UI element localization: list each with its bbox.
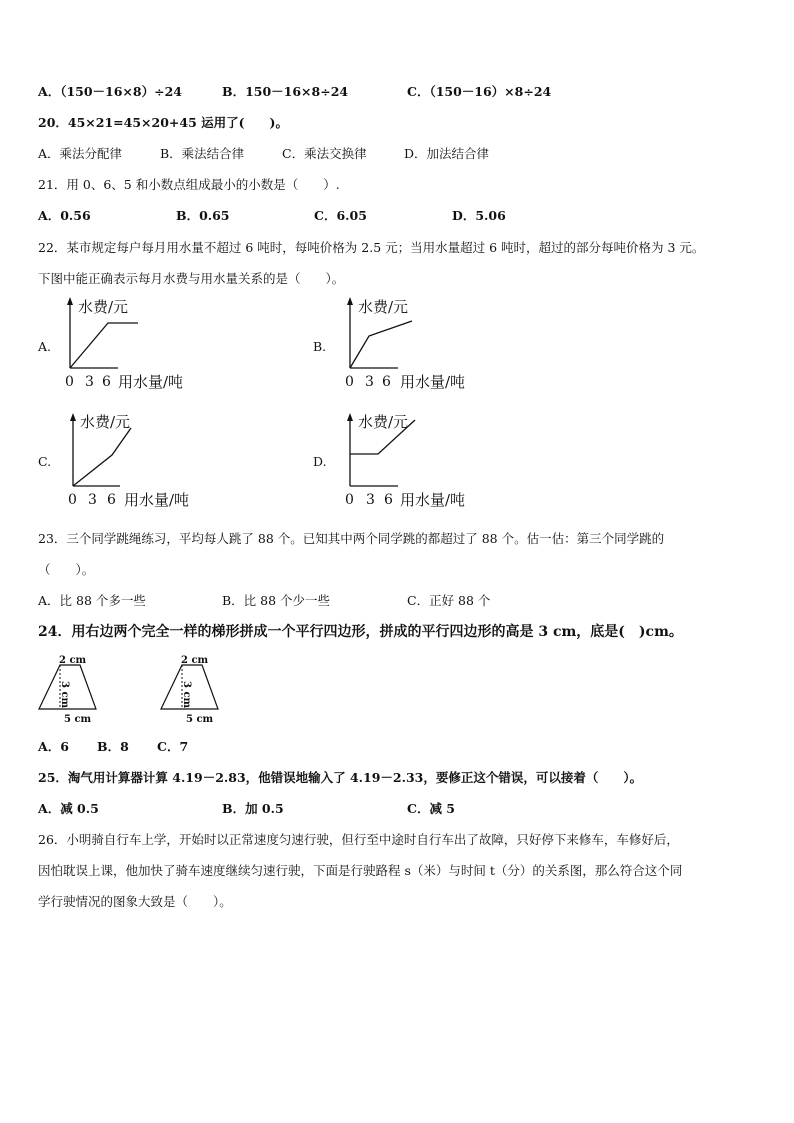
tick-3: 3	[365, 374, 374, 390]
height-label: 3 cm	[59, 681, 70, 709]
q20-option-d: D．加法结合律	[404, 146, 490, 161]
graph-line	[350, 321, 412, 368]
q22-graph-c	[58, 408, 218, 508]
q20-option-a: A．乘法分配律	[38, 146, 123, 161]
graph-line	[73, 428, 131, 486]
q25-option-b: B．加 0.5	[222, 801, 284, 816]
tick-0: 0	[65, 374, 74, 390]
q22-graph-d-letter: D.	[313, 454, 327, 469]
tick-3: 3	[366, 492, 375, 508]
top-base-label: 2 cm	[59, 655, 87, 666]
q23-stem-line2: （ ）。	[38, 562, 95, 577]
q22-graph-c-letter: C.	[38, 454, 52, 469]
tick-6: 6	[102, 374, 111, 390]
tick-6: 6	[382, 374, 391, 390]
q24-option-c: C．7	[157, 739, 189, 754]
q26-line3: 学行驶情况的图象大致是（ ）。	[38, 894, 232, 909]
x-axis-label: 用水量/吨	[400, 491, 466, 508]
q22-graph-a	[58, 292, 208, 392]
q25-stem: 25．淘气用计算器计算 4.19－2.83，他错误地输入了 4.19－2.33，要修正这个错误，可以接着（ ）。	[38, 770, 643, 785]
y-axis-label: 水费/元	[358, 298, 409, 316]
q24-option-b: B．8	[97, 739, 129, 754]
q23-option-c: C．正好 88 个	[407, 593, 491, 608]
q22-stem-line2: 下图中能正确表示每月水费与用水量关系的是（ ）。	[38, 271, 345, 286]
q21-option-c: C．6.05	[314, 208, 367, 223]
tick-0: 0	[345, 374, 354, 390]
q23-option-b: B．比 88 个少一些	[222, 593, 331, 608]
q19-option-c: C．（150－16）×8÷24	[407, 84, 552, 99]
q22-graph-a-letter: A.	[38, 339, 52, 354]
q26-line2: 因怕耽误上课，他加快了骑车速度继续匀速行驶，下面是行驶路程 s（米）与时间 t（分）的关系图，那么符合这个同	[38, 863, 683, 878]
tick-3: 3	[88, 492, 97, 508]
tick-6: 6	[384, 492, 393, 508]
q25-option-c: C．减 5	[407, 801, 455, 816]
q21-option-b: B．0.65	[176, 208, 230, 223]
q20-option-c: C．乘法交换律	[282, 146, 367, 161]
q24-stem: 24．用右边两个完全一样的梯形拼成一个平行四边形，拼成的平行四边形的高是 3 cm，底是( )cm。	[38, 624, 683, 640]
q23-option-a: A．比 88 个多一些	[38, 593, 146, 608]
q22-graph-d	[338, 408, 498, 508]
q20-option-b: B．乘法结合律	[160, 146, 245, 161]
tick-6: 6	[107, 492, 116, 508]
q21-option-d: D．5.06	[452, 208, 506, 223]
q26-line1: 26．小明骑自行车上学，开始时以正常速度匀速行驶，但行至中途时自行车出了故障，只好停下来修车，车修好后，	[38, 832, 679, 847]
q24-trapezoid-right	[158, 652, 238, 726]
x-axis-label: 用水量/吨	[118, 373, 184, 391]
y-axis-arrow	[70, 413, 76, 421]
height-label: 3 cm	[181, 681, 192, 709]
q23-stem-line1: 23．三个同学跳绳练习，平均每人跳了 88 个。已知其中两个同学跳的都超过了 88 个。估一估：第三个同学跳的	[38, 531, 665, 546]
q21-option-a: A．0.56	[38, 208, 91, 223]
y-axis-arrow	[347, 297, 353, 305]
q20-stem: 20．45×21=45×20+45 运用了( )。	[38, 115, 288, 130]
y-axis-label: 水费/元	[78, 298, 129, 316]
graph-line	[70, 323, 138, 368]
bottom-base-label: 5 cm	[64, 714, 92, 725]
y-axis-arrow	[67, 297, 73, 305]
tick-3: 3	[85, 374, 94, 390]
q22-graph-b-letter: B.	[313, 339, 327, 354]
q22-stem-line1: 22．某市规定每户每月用水量不超过 6 吨时，每吨价格为 2.5 元；当用水量超过 6 吨时，超过的部分每吨价格为 3 元。	[38, 240, 705, 255]
tick-0: 0	[68, 492, 77, 508]
q24-option-a: A．6	[38, 739, 69, 754]
x-axis-label: 用水量/吨	[124, 491, 190, 508]
tick-0: 0	[345, 492, 354, 508]
top-base-label: 2 cm	[181, 655, 209, 666]
q19-option-b: B．150－16×8÷24	[222, 84, 349, 99]
q25-option-a: A．减 0.5	[38, 801, 99, 816]
q21-stem: 21．用 0、6、5 和小数点组成最小的小数是（ ）.	[38, 177, 340, 192]
y-axis-label: 水费/元	[80, 413, 131, 431]
y-axis-arrow	[347, 413, 353, 421]
x-axis-label: 用水量/吨	[400, 373, 466, 391]
q24-trapezoid-left	[36, 652, 116, 726]
q19-option-a: A．（150－16×8）÷24	[38, 84, 182, 99]
y-axis-label: 水费/元	[358, 413, 409, 431]
bottom-base-label: 5 cm	[186, 714, 214, 725]
q22-graph-b	[338, 292, 488, 392]
